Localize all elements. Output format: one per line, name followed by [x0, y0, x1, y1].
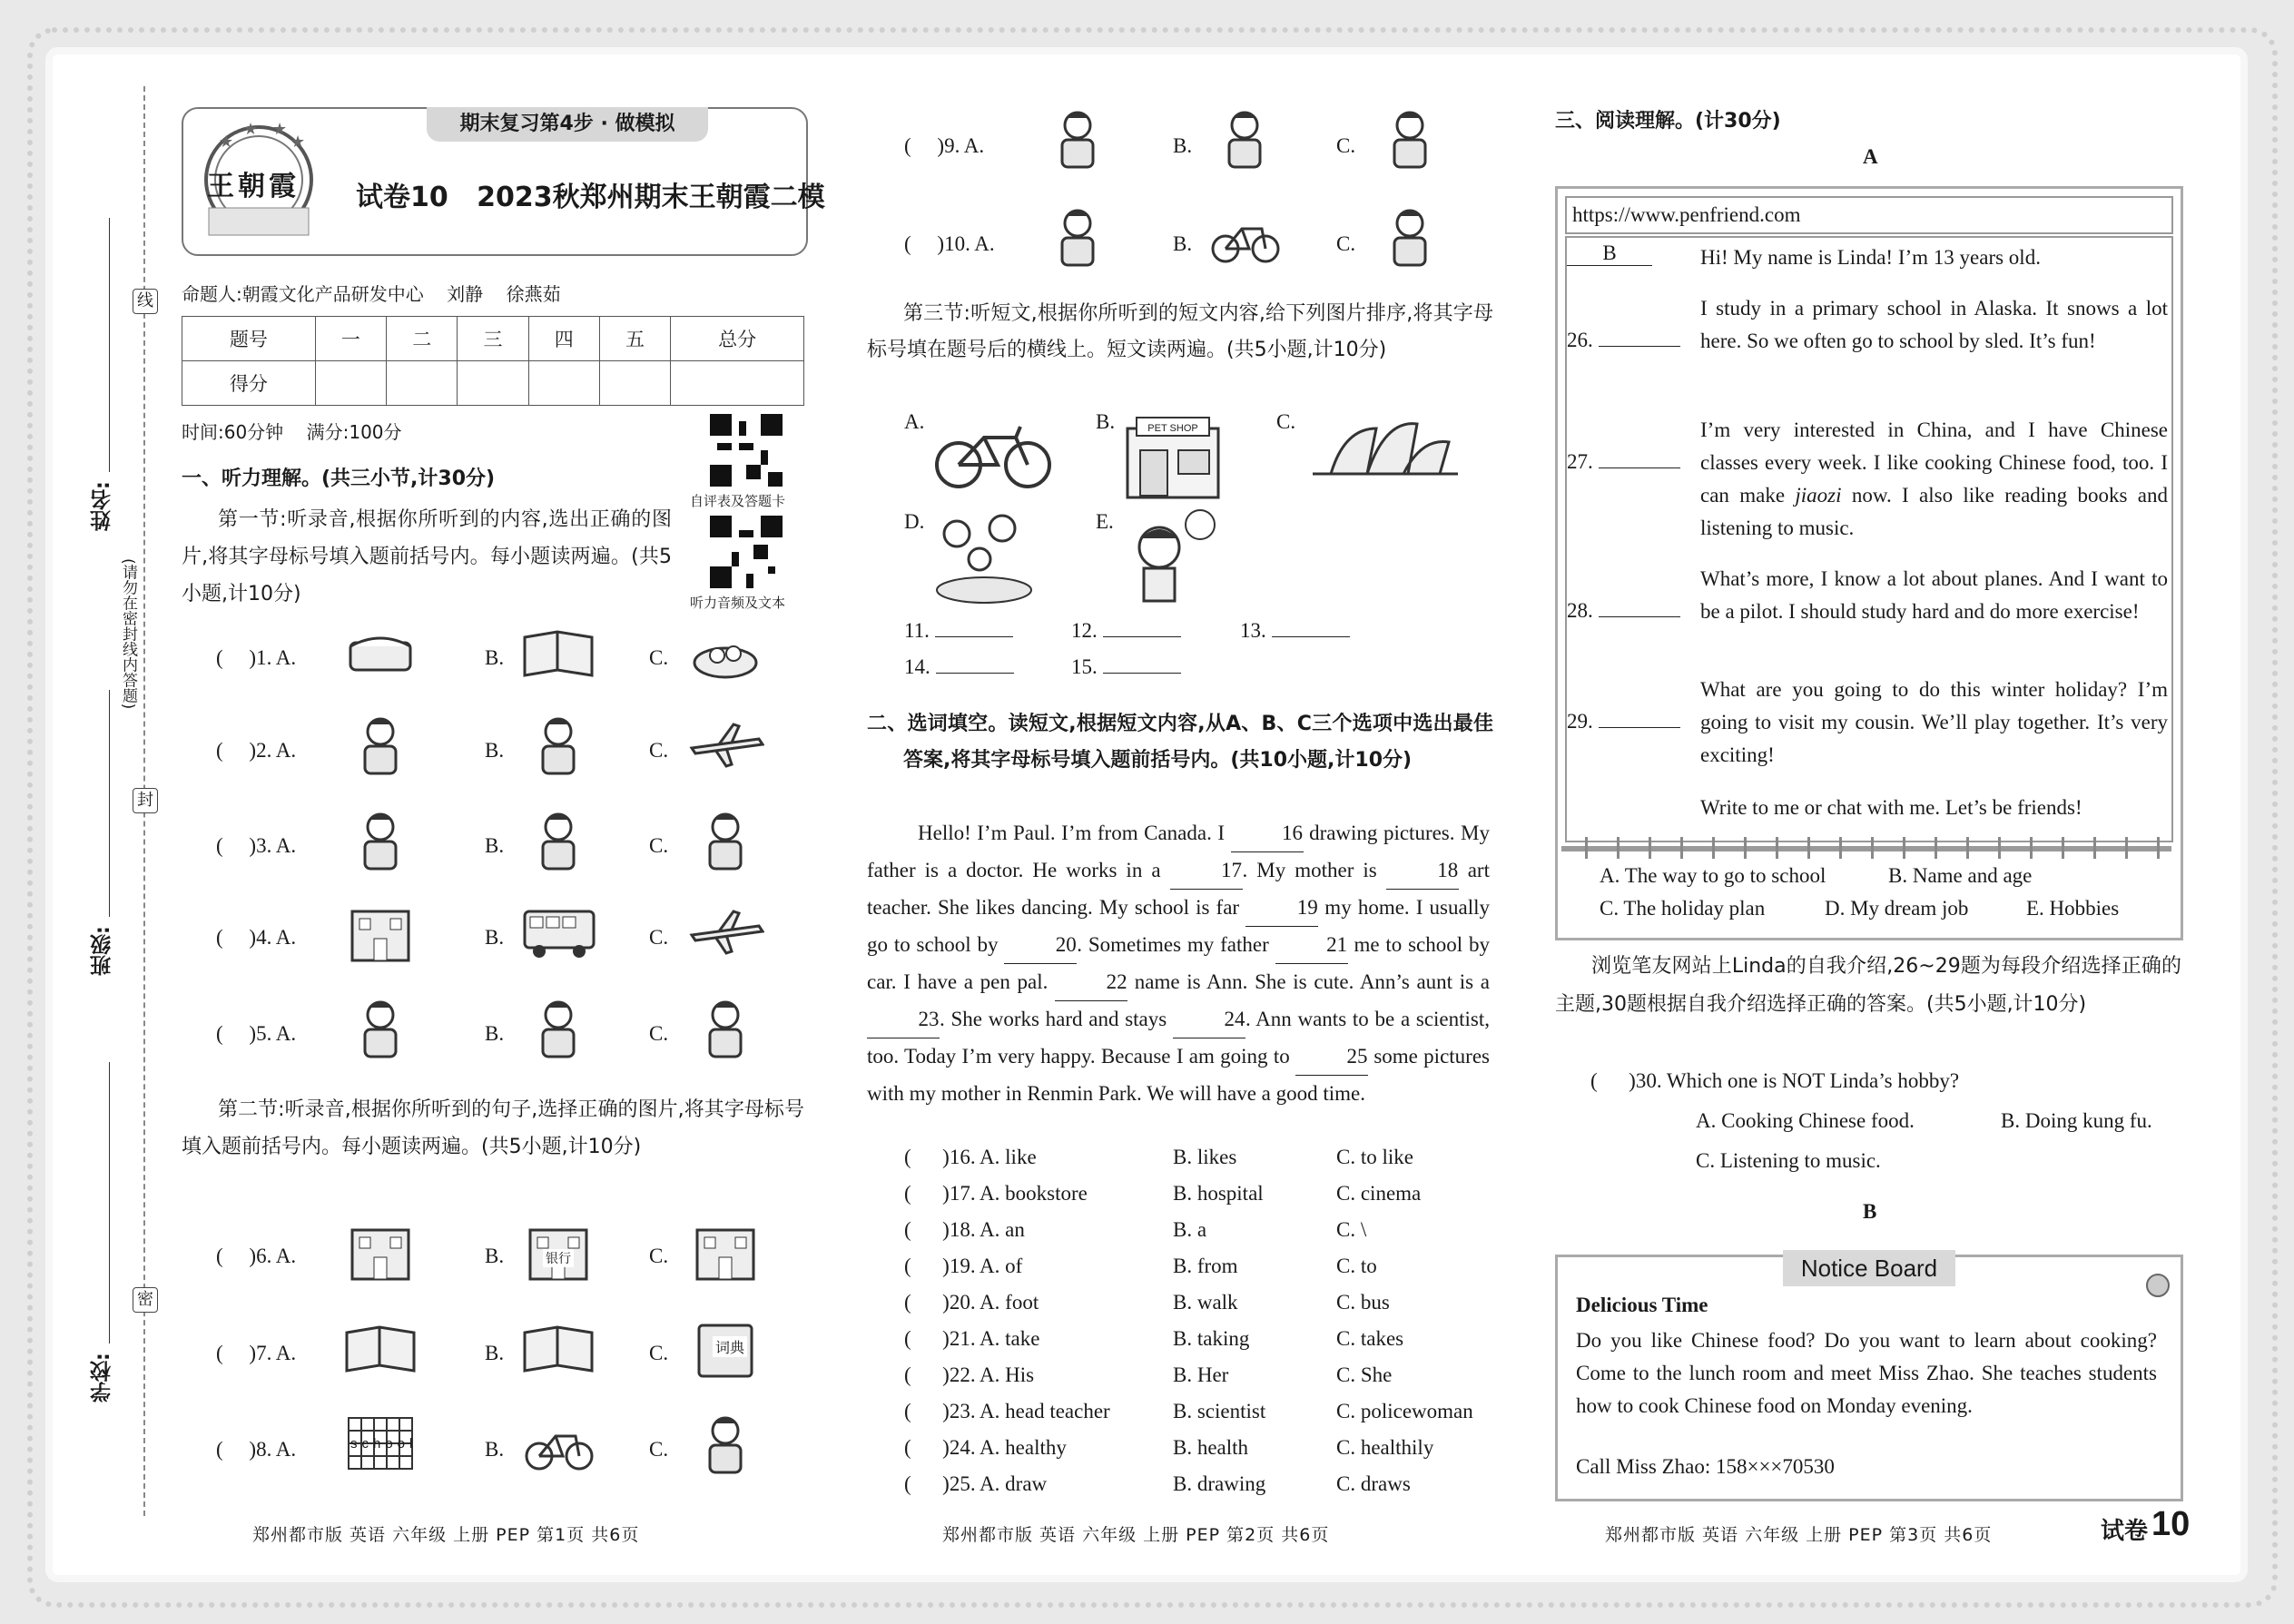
name-field[interactable]	[109, 218, 110, 472]
footer-page1: 郑州都市版 英语 六年级 上册 PEP 第1页 共6页	[252, 1525, 640, 1545]
topic-answer-blank[interactable]: 28.	[1567, 599, 1680, 623]
notice-call: Call Miss Zhao: 158×××70530	[1576, 1455, 1835, 1478]
ring-tick	[2093, 837, 2096, 859]
option-c-label: C.	[649, 1342, 669, 1364]
cloze-blank[interactable]: 18	[1386, 852, 1459, 890]
ring-tick	[1776, 837, 1778, 859]
time-info: 时间:60分钟 满分:100分	[182, 421, 402, 443]
choice-b: B. a	[1173, 1218, 1207, 1241]
part1-title: 一、听力理解。(共三小节,计30分)	[182, 468, 496, 490]
option-c-label: C.	[649, 1245, 669, 1267]
option-picture[interactable]	[341, 1314, 419, 1380]
reading-instructions: 浏览笔友网站上Linda的自我介绍,26~29题为每段介绍选择正确的主题,30题根据自我介绍选择正确的答案。(共5小题,计10分)	[1555, 955, 2181, 1016]
choice-c: C. \	[1336, 1218, 1367, 1241]
divider-bar	[1561, 846, 2171, 851]
bicycle-picture	[930, 410, 1057, 492]
question-5[interactable]: ( )5. A.	[216, 1022, 297, 1045]
option-b-label: B.	[1173, 134, 1193, 157]
score-cell[interactable]	[671, 361, 804, 406]
class-field[interactable]	[109, 690, 110, 917]
choice-b: B. hospital	[1173, 1182, 1264, 1205]
paragraph-1: Hi! My name is Linda! I’m 13 years old.	[1700, 246, 2041, 269]
passage-b-label: B	[1863, 1200, 1877, 1223]
score-head: 四	[528, 317, 599, 361]
paragraph-4: What’s more, I know a lot about planes. And I want to be a pilot. I should study hard and do more exercise!	[1700, 567, 2168, 623]
order-blank-12[interactable]: 12.	[1071, 619, 1181, 643]
choice-b: B. from	[1173, 1255, 1238, 1277]
option-picture[interactable]	[341, 899, 419, 964]
cloze-blank[interactable]: 23	[867, 1001, 940, 1038]
choice-c: C. to like	[1336, 1146, 1413, 1168]
option-c-label: C.	[649, 926, 669, 949]
option-picture[interactable]	[686, 1411, 764, 1476]
svg-text:★: ★	[219, 133, 234, 151]
passage-text: . My mother is	[1242, 859, 1386, 881]
option-picture[interactable]	[1371, 203, 1449, 269]
choice-row[interactable]: ( )22. A. His	[904, 1363, 1035, 1386]
question-7[interactable]: ( )7. A.	[216, 1342, 297, 1364]
question-1[interactable]: ( )1. A.	[216, 646, 297, 669]
q30-option-c: C. Listening to music.	[1696, 1149, 1881, 1172]
option-picture[interactable]	[519, 712, 597, 777]
score-head: 三	[458, 317, 528, 361]
question-10[interactable]: ( )10. A.	[904, 232, 995, 255]
order-blank-13[interactable]: 13.	[1240, 619, 1350, 643]
order-blank-14[interactable]: 14.	[904, 655, 1014, 679]
notice-heading: Delicious Time	[1576, 1294, 1708, 1316]
paper-title: 试卷10 2023秋郑州期末王朝霞二模	[356, 182, 825, 213]
footer-page2: 郑州都市版 英语 六年级 上册 PEP 第2页 共6页	[942, 1525, 1330, 1545]
passage-text: art teacher. She likes dancing. My school is far	[867, 859, 1490, 919]
choice-row[interactable]: ( )23. A. head teacher	[904, 1400, 1110, 1422]
question-3[interactable]: ( )3. A.	[216, 834, 297, 857]
banner: 期末复习第4步 · 做模拟	[427, 107, 708, 142]
seal-word-2: 封	[133, 788, 158, 813]
svg-text:★: ★	[243, 120, 259, 138]
option-picture[interactable]	[686, 899, 764, 964]
topic-option-e: E. Hobbies	[2026, 897, 2120, 920]
cloze-blank[interactable]: 16	[1231, 815, 1304, 852]
option-picture[interactable]	[341, 619, 419, 684]
score-head: 一	[315, 317, 386, 361]
ring-tick	[1839, 837, 1842, 859]
ring-tick	[1871, 837, 1874, 859]
option-picture[interactable]	[341, 1217, 419, 1283]
svg-text:★: ★	[290, 133, 306, 151]
url-bar[interactable]: https://www.penfriend.com	[1565, 196, 2173, 234]
notice-title: Notice Board	[1783, 1250, 1955, 1286]
question-9[interactable]: ( )9. A.	[904, 134, 985, 157]
passage-text: Hello! I’m Paul. I’m from Canada. I	[918, 822, 1231, 844]
score-cell[interactable]	[315, 361, 386, 406]
option-picture[interactable]	[1206, 105, 1284, 171]
family-picnic-picture	[930, 507, 1039, 606]
option-b-label: B.	[485, 834, 505, 857]
option-picture[interactable]	[686, 619, 764, 684]
ring-tick	[1585, 837, 1588, 859]
passage-a-label: A	[1863, 145, 1878, 168]
opera-house-picture	[1304, 410, 1467, 483]
option-picture[interactable]	[519, 995, 597, 1060]
name-label: 姓名:	[91, 481, 114, 532]
score-head: 二	[387, 317, 458, 361]
authors: 命题人:朝霞文化产品研发中心 刘静 徐燕茹	[182, 283, 561, 305]
topic-option-a: A. The way to go to school	[1600, 864, 1826, 887]
passage-text: drawing pictures. My father is a doctor. He works in a	[867, 822, 1490, 881]
choice-b: B. scientist	[1173, 1400, 1266, 1422]
option-b-label: B.	[485, 739, 505, 762]
ring-tick	[1744, 837, 1747, 859]
q30-option-a: A. Cooking Chinese food.	[1696, 1109, 1915, 1132]
option-b-label: B.	[1173, 232, 1193, 255]
question-8[interactable]: ( )8. A.	[216, 1438, 297, 1461]
choice-b: B. walk	[1173, 1291, 1238, 1314]
logo-text: 王朝霞	[207, 171, 300, 202]
score-cell[interactable]	[528, 361, 599, 406]
question-6[interactable]: ( )6. A.	[216, 1245, 297, 1267]
choice-b: B. drawing	[1173, 1472, 1266, 1495]
seal-note: (请勿在密封线内答题)	[119, 558, 137, 710]
option-c-label: C.	[1336, 134, 1356, 157]
option-b-label: B.	[485, 1342, 505, 1364]
qr1-caption: 自评表及答题卡	[690, 493, 786, 509]
pin-icon	[2146, 1274, 2170, 1297]
option-picture[interactable]	[1371, 105, 1449, 171]
ring-tick	[2157, 837, 2160, 859]
passage-text: my home. I usually go to school by	[867, 896, 1490, 956]
ring-tick	[1649, 837, 1651, 859]
svg-text:PET SHOP: PET SHOP	[1147, 423, 1198, 434]
sec3-instructions: 第三节:听短文,根据你所听到的短文内容,给下列图片排序,将其字母标号填在题号后的横线上。短文读两遍。(共5小题,计10分)	[867, 302, 1493, 361]
choice-row[interactable]: ( )17. A. bookstore	[904, 1182, 1088, 1205]
passage-text: . Sometimes my father	[1077, 933, 1275, 956]
passage-text: . She works hard and stays	[940, 1008, 1173, 1030]
ring-tick	[1807, 837, 1810, 859]
option-picture[interactable]	[341, 995, 419, 1060]
choice-row[interactable]: ( )20. A. foot	[904, 1291, 1039, 1314]
option-picture[interactable]	[341, 712, 419, 777]
choice-row[interactable]: ( )19. A. of	[904, 1255, 1023, 1277]
option-picture[interactable]	[519, 899, 597, 964]
topic-option-b: B. Name and age	[1888, 864, 2033, 887]
choice-c: C. cinema	[1336, 1182, 1422, 1205]
q30-option-b: B. Doing kung fu.	[2001, 1109, 2152, 1132]
topic-answer-blank[interactable]: 27.	[1567, 450, 1680, 474]
choice-c: C. draws	[1336, 1472, 1411, 1495]
question-4[interactable]: ( )4. A.	[216, 926, 297, 949]
footer-page3: 郑州都市版 英语 六年级 上册 PEP 第3页 共6页	[1605, 1525, 1993, 1545]
option-c-label: C.	[649, 739, 669, 762]
order-c-label: C.	[1276, 410, 1296, 433]
score-cell[interactable]	[458, 361, 528, 406]
paragraph-5: What are you going to do this winter holiday? I’m going to visit my cousin. We’ll play together. It’s very exciting!	[1700, 678, 2168, 766]
qr-code-icon[interactable]	[710, 516, 783, 588]
class-label: 班级:	[91, 926, 114, 977]
choice-row[interactable]: ( )24. A. healthy	[904, 1436, 1067, 1459]
cloze-blank[interactable]: 17	[1170, 852, 1243, 890]
score-cell[interactable]	[387, 361, 458, 406]
cloze-passage	[867, 815, 1490, 1112]
ring-tick	[1712, 837, 1715, 859]
score-head: 五	[599, 317, 670, 361]
choice-c: C. takes	[1336, 1327, 1404, 1350]
option-picture[interactable]	[686, 1217, 764, 1283]
pet-shop-picture	[1118, 410, 1227, 501]
passage-text: me to school by car. I have a pen pal.	[867, 933, 1490, 993]
choice-c: C. bus	[1336, 1291, 1390, 1314]
option-b-label: B.	[485, 646, 505, 669]
option-picture[interactable]	[686, 995, 764, 1060]
school-field[interactable]	[109, 1062, 110, 1343]
choice-c: C. healthily	[1336, 1436, 1434, 1459]
option-b-label: B.	[485, 1022, 505, 1045]
ring-tick	[1966, 837, 1969, 859]
choice-row[interactable]: ( )16. A. like	[904, 1146, 1037, 1168]
passage-text: name is Ann. She is cute. Ann’s aunt is a	[1127, 970, 1490, 993]
bank-label: 银行	[543, 1249, 574, 1267]
sec1-instructions: 第一节:听录音,根据你所听到的内容,选出正确的图片,将其字母标号填入题前括号内。每小题读两遍。(共5小题,计10分)	[182, 508, 672, 605]
choice-c: C. She	[1336, 1363, 1393, 1386]
option-picture[interactable]	[686, 807, 764, 872]
score-table	[182, 316, 804, 406]
paper-label: 试卷	[2101, 1518, 2149, 1545]
option-b-label: B.	[485, 1245, 505, 1267]
cloze-blank[interactable]: 25	[1295, 1038, 1368, 1076]
part2-title: 二、选词填空。读短文,根据短文内容,从A、B、C三个选项中选出最佳答案,将其字母标号填入题前括号内。(共10小题,计10分)	[867, 713, 1493, 772]
choice-b: B. Her	[1173, 1363, 1229, 1386]
choice-c: C. to	[1336, 1255, 1377, 1277]
seal-word-1: 线	[133, 289, 158, 314]
topic-option-d: D. My dream job	[1825, 897, 1969, 920]
choice-row[interactable]: ( )18. A. an	[904, 1218, 1025, 1241]
ring-tick	[2125, 837, 2128, 859]
cloze-blank[interactable]: 20	[1004, 927, 1077, 964]
crossword-word: school	[350, 1436, 418, 1452]
option-picture[interactable]	[519, 1314, 597, 1380]
qr2-caption: 听力音频及文本	[690, 595, 786, 611]
seal-word-3: 密	[133, 1287, 158, 1313]
order-blank-11[interactable]: 11.	[904, 619, 1013, 643]
option-c-label: C.	[649, 1438, 669, 1461]
option-b-label: B.	[485, 1438, 505, 1461]
score-head: 题号	[182, 317, 316, 361]
ring-tick	[1680, 837, 1683, 859]
passage-text: some pictures with my mother in Renmin Park. We will have a good time.	[867, 1045, 1490, 1105]
order-d-label: D.	[904, 510, 925, 533]
ring-tick	[1903, 837, 1905, 859]
option-b-label: B.	[485, 926, 505, 949]
option-c-label: C.	[649, 1022, 669, 1045]
order-a-label: A.	[904, 410, 925, 433]
topic-answer-blank[interactable]: B	[1567, 241, 1652, 266]
ring-tick	[2030, 837, 2033, 859]
choice-row[interactable]: ( )21. A. take	[904, 1327, 1040, 1350]
closing-line: Write to me or chat with me. Let’s be friends!	[1700, 796, 2082, 819]
option-picture[interactable]	[519, 807, 597, 872]
topic-answer-blank[interactable]: 26.	[1567, 329, 1680, 352]
ring-tick	[1617, 837, 1620, 859]
choice-c: C. policewoman	[1336, 1400, 1473, 1422]
paragraph-3: I’m very interested in China, and I have Chinese classes every week. I like cooking Chinese food, too. I can make jiaozi now. I also like reading books and listening to music.	[1700, 418, 2168, 539]
option-picture[interactable]	[519, 1411, 597, 1476]
dictionary-label: 词典	[713, 1336, 747, 1357]
option-picture[interactable]	[341, 807, 419, 872]
ring-tick	[1935, 837, 1937, 859]
order-b-label: B.	[1096, 410, 1116, 433]
q30-row[interactable]: ( )30. Which one is NOT Linda’s hobby?	[1590, 1069, 1960, 1092]
option-c-label: C.	[649, 834, 669, 857]
option-c-label: C.	[1336, 232, 1356, 255]
notice-text: Do you like Chinese food? Do you want to learn about cooking? Come to the lunch room and meet Miss Zhao. She teaches students how to cook Chinese food on Monday evening.	[1576, 1329, 2157, 1417]
choice-b: B. likes	[1173, 1146, 1237, 1168]
boy-thinking-picture	[1118, 507, 1218, 606]
ring-tick	[1998, 837, 2001, 859]
score-row-label: 得分	[182, 361, 316, 406]
option-picture[interactable]	[1039, 203, 1117, 269]
cloze-blank[interactable]: 24	[1173, 1001, 1245, 1038]
topic-answer-blank[interactable]: 29.	[1567, 710, 1680, 733]
option-picture[interactable]	[686, 712, 764, 777]
sec2-instructions: 第二节:听录音,根据你所听到的句子,选择正确的图片,将其字母标号填入题前括号内。每小题读两遍。(共5小题,计10分)	[182, 1098, 804, 1158]
score-cell[interactable]	[599, 361, 670, 406]
option-picture[interactable]	[1206, 203, 1284, 269]
choice-b: B. health	[1173, 1436, 1249, 1459]
option-picture[interactable]	[519, 619, 597, 684]
cloze-blank[interactable]: 19	[1245, 890, 1318, 927]
choice-b: B. taking	[1173, 1327, 1250, 1350]
ring-tick	[2062, 837, 2064, 859]
qr-code-icon[interactable]	[710, 414, 783, 487]
option-c-label: C.	[649, 646, 669, 669]
question-2[interactable]: ( )2. A.	[216, 739, 297, 762]
passage-text: . Ann wants to be a scientist, too. Today I’m very happy. Because I am going to	[867, 1008, 1491, 1068]
choice-row[interactable]: ( )25. A. draw	[904, 1472, 1048, 1495]
school-label: 学校:	[91, 1353, 114, 1403]
paragraph-2: I study in a primary school in Alaska. It snows a lot here. So we often go to school by sled. It’s fun!	[1700, 297, 2168, 352]
svg-text:★: ★	[272, 120, 288, 138]
notice-board	[1555, 1255, 2183, 1501]
topic-option-c: C. The holiday plan	[1600, 897, 1766, 920]
paper-number: 10	[2151, 1505, 2191, 1543]
order-e-label: E.	[1096, 510, 1114, 533]
score-head: 总分	[671, 317, 804, 361]
option-picture[interactable]	[1039, 105, 1117, 171]
part3-title: 三、阅读理解。(计30分)	[1555, 110, 1781, 133]
cloze-blank[interactable]: 22	[1055, 964, 1127, 1001]
cloze-blank[interactable]: 21	[1275, 927, 1348, 964]
order-blank-15[interactable]: 15.	[1071, 655, 1181, 679]
